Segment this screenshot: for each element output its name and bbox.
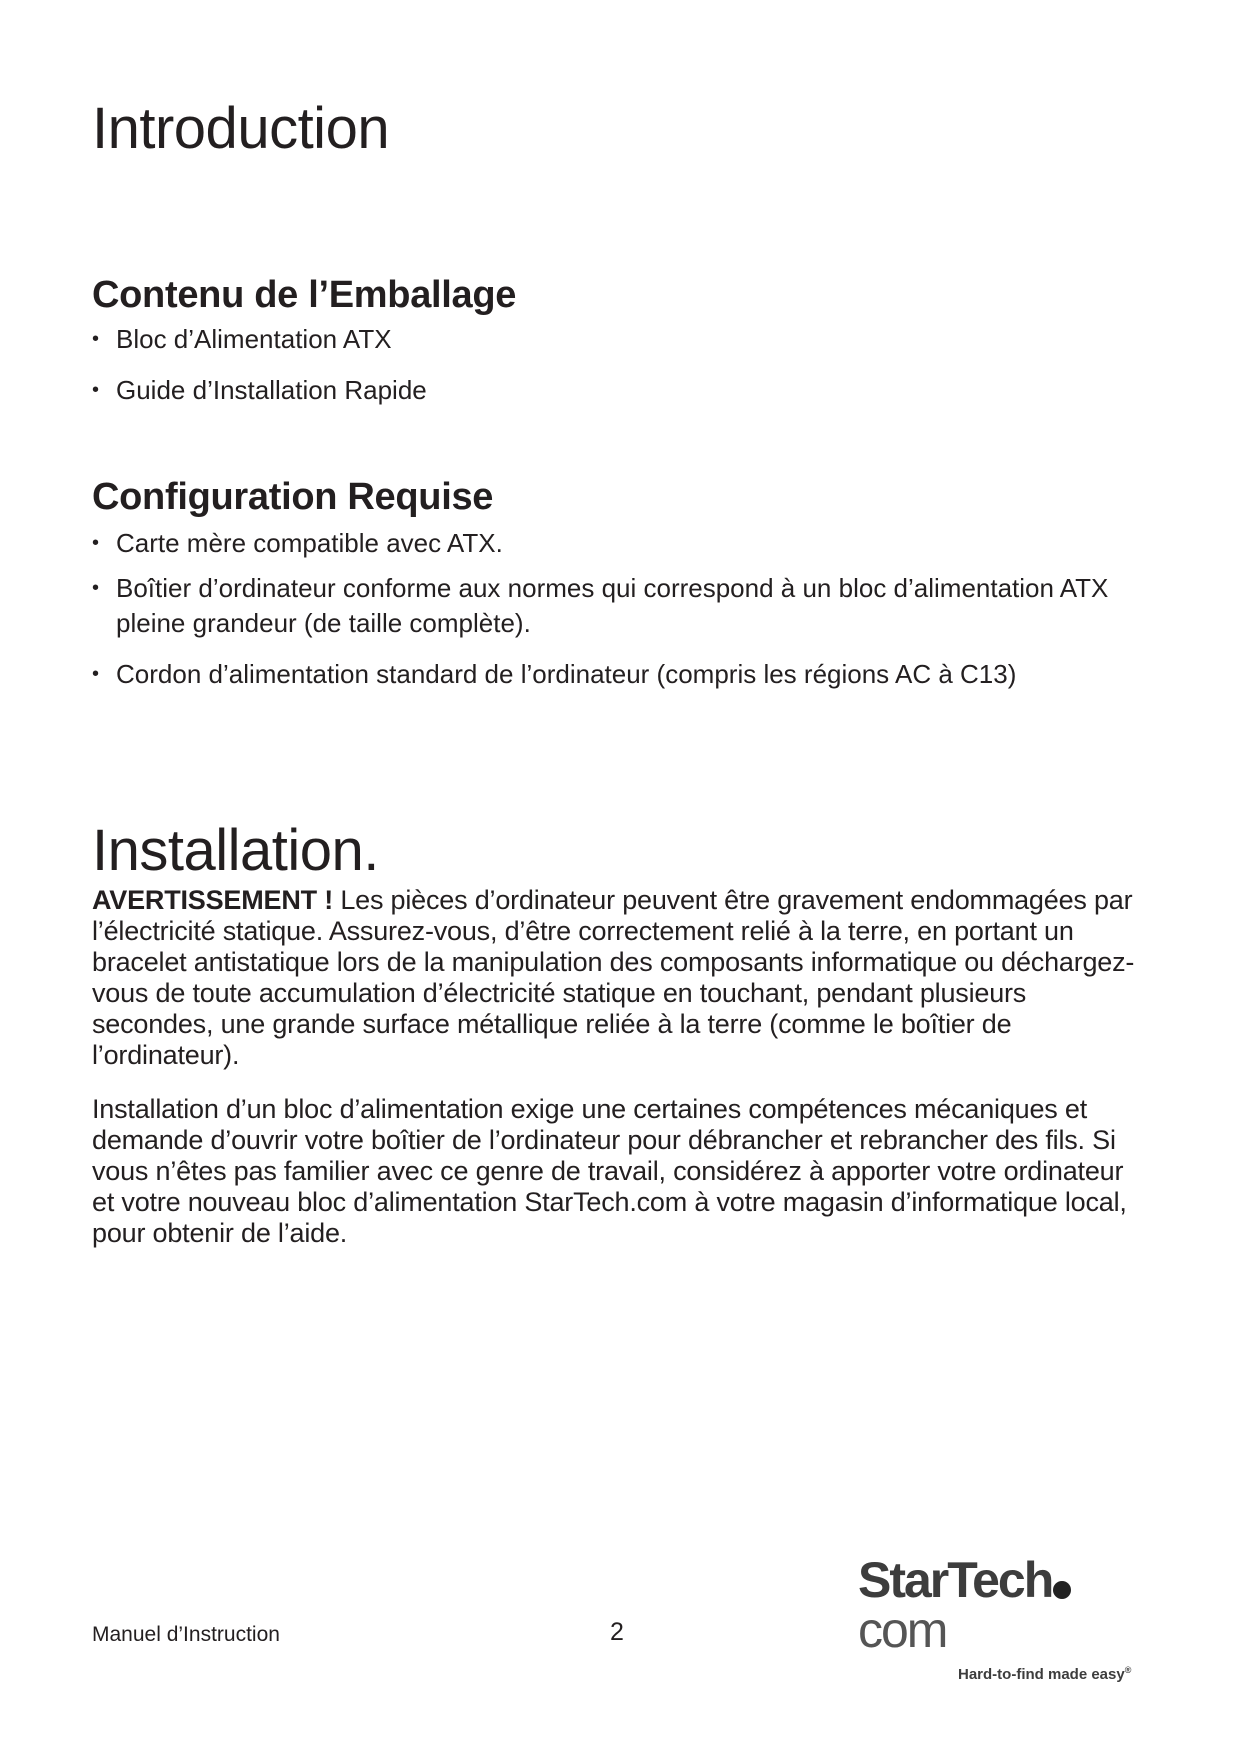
system-requirements-list [92,526,1152,692]
list-item: • Guide d’Installation Rapide [92,373,1152,408]
footer-document-name: Manuel d’Instruction [92,1623,280,1646]
installation-title: Installation. [92,818,379,883]
warning-text: Les pièces d’ordinateur peuvent être gravement endommagées par l’électricité statique. Assurez-vous, d’être correctement relié à la terre, en portant un bracelet antistatique lors de la manipulation des composants informatique ou déchargez-vous de toute accumulation d’électricité statique en touchant, pendant plusieurs secondes, une grande surface métallique reliée à la terre (comme le boîtier de l’ordinateur). [92,885,1135,1070]
page-number: 2 [610,1618,624,1646]
logo-tagline: Hard-to-find made easy [958,1666,1125,1683]
warning-label: AVERTISSEMENT ! [92,885,334,915]
list-item: • Boîtier d’ordinateur conforme aux normes qui correspond à un bloc d’alimentation ATX pleine grandeur (de taille complète). [92,571,1142,641]
logo-dot-icon [1053,1581,1071,1599]
package-contents-heading: Contenu de l’Emballage [92,274,517,316]
list-item: • Cordon d’alimentation standard de l’ordinateur (compris les régions AC à C13) [92,657,1152,692]
page-title: Introduction [92,96,390,161]
logo-main-text: StarTech [858,1552,1053,1608]
system-requirements-heading: Configuration Requise [92,476,494,518]
package-contents-list [92,322,1152,408]
logo-suffix-text: com [858,1602,947,1658]
list-item: • Carte mère compatible avec ATX. [92,526,1152,561]
warning-paragraph [92,885,1152,1071]
startech-logo: StarTechcom Hard-to-find made easy® [858,1552,1132,1683]
list-item: • Bloc d’Alimentation ATX [92,322,1152,357]
installation-paragraph: Installation d’un bloc d’alimentation exige une certaines compétences mécaniques et demande d’ouvrir votre boîtier de l’ordinateur pour débrancher et rebrancher des fils. Si vous n’êtes pas familier avec ce genre de travail, considérez à apporter votre ordinateur et votre nouveau bloc d’alimentation StarTech.com à votre magasin d’informatique local, pour obtenir de l’aide. [92,1094,1127,1248]
